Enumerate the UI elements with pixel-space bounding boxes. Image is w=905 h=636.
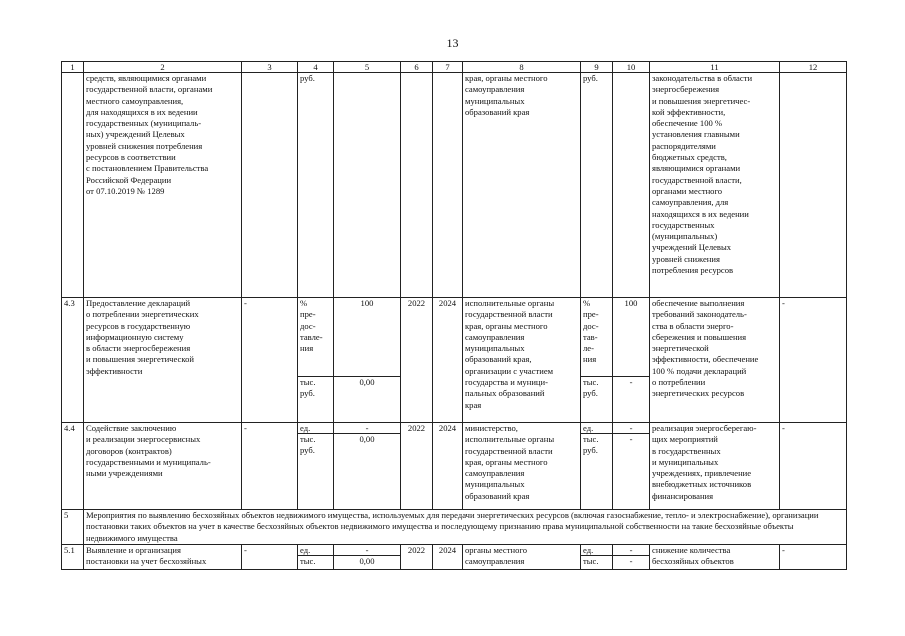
header-cell: 6: [401, 62, 433, 73]
measure-name-cell: Содействие заключению и реализации энергосервисных договоров (контрактов) государственными и муниципаль- ными учреждениями: [84, 423, 242, 510]
value-top: -: [629, 423, 633, 433]
value-cell: [334, 423, 401, 510]
header-cell: 2: [84, 62, 242, 73]
value-cell-2: [613, 423, 650, 510]
unit-cell-2: руб.: [581, 73, 613, 298]
unit-cell: руб.: [298, 73, 334, 298]
cell-col3: -: [242, 423, 298, 510]
value-cell: [334, 298, 401, 423]
executors-cell: края, органы местного самоуправления муниципальных образований края: [463, 73, 581, 298]
unit-bottom: тыс. руб.: [581, 433, 612, 457]
value-cell-2: [613, 73, 650, 298]
end-year-cell: 2024: [433, 423, 463, 510]
start-year-cell: 2022: [401, 298, 433, 423]
header-cell: 1: [62, 62, 84, 73]
cell-col12: [780, 73, 847, 298]
cell-col12: -: [780, 423, 847, 510]
row-number-cell: 5.1: [62, 545, 84, 570]
result-cell: законодательства в области энергосбережения и повышения энергетичес- кой эффективности, обеспечение 100 % установления главными распорядителями бюджетных средств, являющимися органами государственной власти, органами местного самоуправления, для находящихся в их ведении государственных (муниципальных) учреждений Целевых уровней снижения потребления ресурсов: [650, 73, 780, 298]
header-cell: 3: [242, 62, 298, 73]
unit-top: ед.: [583, 423, 594, 433]
measure-name-cell: средств, являющимися органами государственной власти, органами местного самоуправления, для находящихся в их ведении государственных (муниципаль- ных) учреждений Целевых уровней снижения потребления ресурсов в соответствии с постановлением Правительства Российской Федерации от 07.10.2019 № 1289: [84, 73, 242, 298]
executors-cell: исполнительные органы государственной власти края, органы местного самоуправления муниципальных образований края, организации с участием государства и муници- пальных образований края: [463, 298, 581, 423]
value-bottom: -: [613, 433, 649, 445]
value-top: -: [365, 545, 369, 555]
unit-bottom: тыс. руб.: [298, 433, 333, 457]
table-row-5-1: [62, 545, 847, 570]
start-year-cell: 2022: [401, 423, 433, 510]
end-year-cell: 2024: [433, 298, 463, 423]
measures-table: [61, 61, 847, 570]
unit-top: % пре- дос- тавле- ния: [300, 298, 323, 354]
header-cell: 5: [334, 62, 401, 73]
cell-col3: [242, 73, 298, 298]
unit-cell: [298, 298, 334, 423]
value-top: -: [365, 423, 369, 433]
header-cell: 7: [433, 62, 463, 73]
measure-name-cell: Предоставление деклараций о потреблении энергетических ресурсов в государственную информационную систему в области энергосбережения и повышения энергетической эффективности: [84, 298, 242, 423]
row-number-cell: 4.3: [62, 298, 84, 423]
unit-bottom: тыс. руб.: [581, 376, 612, 400]
end-year-cell: 2024: [433, 545, 463, 570]
unit-cell-2: [581, 545, 613, 570]
result-cell: реализация энергосберегаю- щих мероприятий в государственных и муниципальных учреждениях, привлечение внебюджетных источников финансирования: [650, 423, 780, 510]
row-number-cell: 4.4: [62, 423, 84, 510]
value-bottom: -: [613, 555, 649, 567]
value-bottom: 0,00: [334, 433, 400, 445]
value-cell-2: [613, 545, 650, 570]
unit-cell: [298, 423, 334, 510]
table-row-section-5: [62, 510, 847, 545]
unit-top: ед.: [583, 545, 594, 555]
end-year-cell: [433, 73, 463, 298]
result-cell: обеспечение выполнения требований законодатель- ства в области энерго- сбережения и повышения энергетической эффективности, обеспечение 100 % подачи деклараций о потреблении энергетических ресурсов: [650, 298, 780, 423]
value-top: 100: [624, 298, 638, 308]
unit-top: ед.: [300, 545, 311, 555]
table-row-continuation: [62, 73, 847, 298]
cell-col3: -: [242, 298, 298, 423]
value-cell: [334, 73, 401, 298]
value-bottom: 0,00: [334, 555, 400, 567]
cell-col3: -: [242, 545, 298, 570]
result-cell: снижение количества бесхозяйных объектов: [650, 545, 780, 570]
table-row-4-3: [62, 298, 847, 423]
unit-top: ед.: [300, 423, 311, 433]
row-number-cell: [62, 73, 84, 298]
value-cell-2: [613, 298, 650, 423]
section-heading: Мероприятия по выявлению бесхозяйных объектов недвижимого имущества, используемых для передачи энергетических ресурсов (включая газоснабжение, тепло- и электроснабжение), организации постановки таких объектов на учет в качестве бесхозяйных объектов недвижимого имущества и последующему признанию права муниципальной собственности на такие бесхозяйные объекты недвижимого имущества: [84, 510, 847, 545]
header-cell: 10: [613, 62, 650, 73]
page-number: 13: [446, 36, 459, 50]
measure-name-cell: Выявление и организация постановки на учет бесхозяйных: [84, 545, 242, 570]
executors-cell: органы местного самоуправления: [463, 545, 581, 570]
unit-cell-2: [581, 298, 613, 423]
table-row-4-4: [62, 423, 847, 510]
value-top: 100: [360, 298, 374, 308]
unit-cell-2: [581, 423, 613, 510]
header-cell: 12: [780, 62, 847, 73]
value-bottom: -: [613, 376, 649, 388]
header-row: [62, 62, 847, 73]
cell-col12: -: [780, 545, 847, 570]
unit-bottom: тыс. руб.: [298, 376, 333, 400]
header-cell: 11: [650, 62, 780, 73]
value-top: -: [629, 545, 633, 555]
value-cell: [334, 545, 401, 570]
start-year-cell: [401, 73, 433, 298]
row-number-cell: 5: [62, 510, 84, 545]
cell-col12: -: [780, 298, 847, 423]
value-bottom: 0,00: [334, 376, 400, 388]
executors-cell: министерство, исполнительные органы государственной власти края, органы местного самоуправления муниципальных образований края: [463, 423, 581, 510]
unit-bottom: тыс.: [581, 555, 612, 567]
header-cell: 9: [581, 62, 613, 73]
header-cell: 4: [298, 62, 334, 73]
unit-top: % пре- дос- тав- ле- ния: [583, 298, 599, 365]
header-cell: 8: [463, 62, 581, 73]
start-year-cell: 2022: [401, 545, 433, 570]
unit-bottom: тыс.: [298, 555, 333, 567]
unit-cell: [298, 545, 334, 570]
